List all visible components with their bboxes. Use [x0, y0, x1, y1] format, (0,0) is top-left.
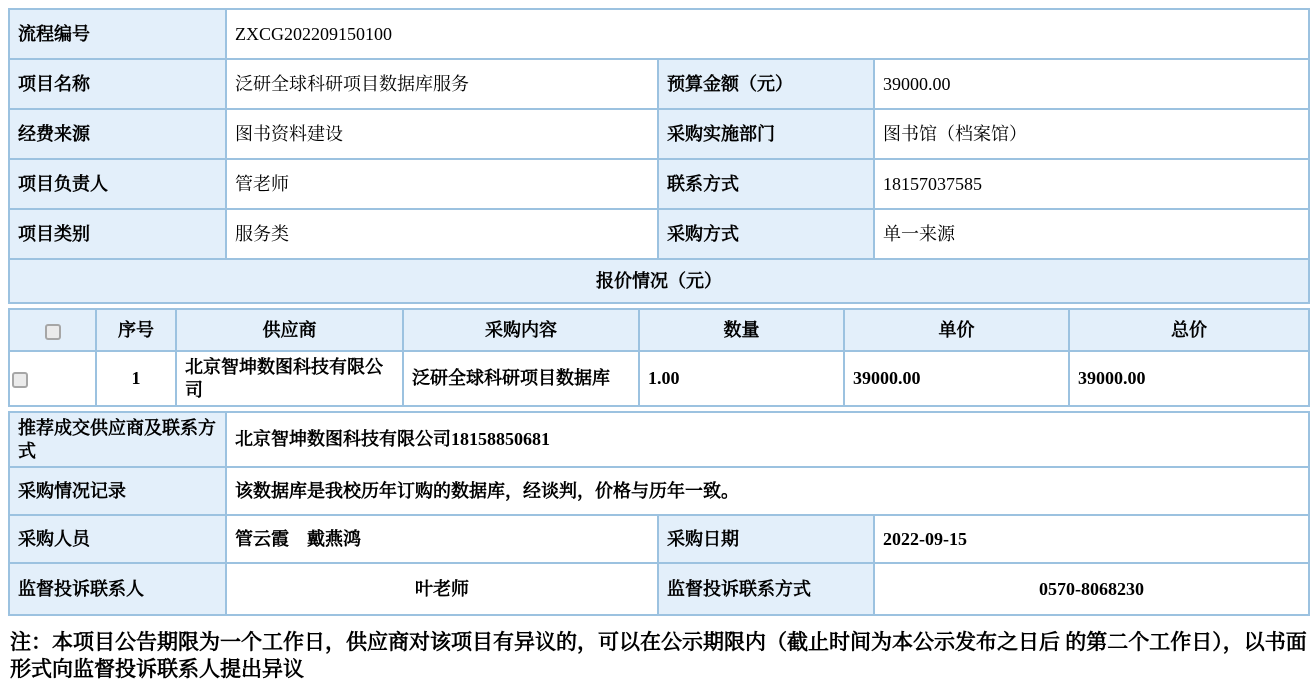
row-funding-source	[9, 109, 1309, 159]
quote-table	[8, 308, 1310, 407]
supervision-contact-value: 叶老师	[226, 563, 658, 615]
quote-total-price: 39000.00	[1069, 351, 1309, 406]
recommended-supplier-label: 推荐成交供应商及联系方式	[9, 412, 226, 467]
procurement-staff-value: 管云霞 戴燕鸿	[226, 515, 658, 563]
funding-source-label: 经费来源	[9, 109, 226, 159]
procurement-method-value: 单一来源	[874, 209, 1309, 259]
recommended-supplier-value: 北京智坤数图科技有限公司18158850681	[226, 412, 1309, 467]
project-category-value: 服务类	[226, 209, 658, 259]
procurement-record-label: 采购情况记录	[9, 467, 226, 515]
quote-header-row	[9, 309, 1309, 351]
process-number-value: ZXCG202209150100	[226, 9, 1309, 59]
row-select-cell	[9, 351, 96, 406]
row-recommended-supplier	[9, 412, 1309, 467]
quote-section-title: 报价情况（元）	[9, 259, 1309, 303]
quote-quantity: 1.00	[639, 351, 844, 406]
contact-value: 18157037585	[874, 159, 1309, 209]
procurement-date-label: 采购日期	[658, 515, 874, 563]
col-header-unit-price: 单价	[844, 309, 1069, 351]
procurement-staff-label: 采购人员	[9, 515, 226, 563]
contact-label: 联系方式	[658, 159, 874, 209]
quote-content: 泛研全球科研项目数据库	[403, 351, 639, 406]
project-name-label: 项目名称	[9, 59, 226, 109]
col-header-total-price: 总价	[1069, 309, 1309, 351]
col-header-quantity: 数量	[639, 309, 844, 351]
row-checkbox[interactable]	[12, 372, 28, 388]
col-header-supplier: 供应商	[176, 309, 403, 351]
row-quote-section-title	[9, 259, 1309, 303]
row-project-category	[9, 209, 1309, 259]
col-header-seq: 序号	[96, 309, 176, 351]
project-leader-label: 项目负责人	[9, 159, 226, 209]
supervision-phone-value: 0570-8068230	[874, 563, 1309, 615]
budget-label: 预算金额（元）	[658, 59, 874, 109]
quote-seq: 1	[96, 351, 176, 406]
row-process-number	[9, 9, 1309, 59]
project-info-table	[8, 8, 1310, 304]
implementing-department-label: 采购实施部门	[658, 109, 874, 159]
quote-row	[9, 351, 1309, 406]
procurement-record-value: 该数据库是我校历年订购的数据库，经谈判，价格与历年一致。	[226, 467, 1309, 515]
budget-value: 39000.00	[874, 59, 1309, 109]
project-category-label: 项目类别	[9, 209, 226, 259]
quote-unit-price: 39000.00	[844, 351, 1069, 406]
supervision-contact-label: 监督投诉联系人	[9, 563, 226, 615]
col-header-content: 采购内容	[403, 309, 639, 351]
supervision-phone-label: 监督投诉联系方式	[658, 563, 874, 615]
process-number-label: 流程编号	[9, 9, 226, 59]
procurement-method-label: 采购方式	[658, 209, 874, 259]
procurement-date-value: 2022-09-15	[874, 515, 1309, 563]
quote-supplier: 北京智坤数图科技有限公司	[176, 351, 403, 406]
project-name-value: 泛研全球科研项目数据库服务	[226, 59, 658, 109]
select-all-cell	[9, 309, 96, 351]
row-supervision-contact	[9, 563, 1309, 615]
project-leader-value: 管老师	[226, 159, 658, 209]
row-project-leader	[9, 159, 1309, 209]
announcement-note: 注：本项目公告期限为一个工作日，供应商对该项目有异议的，可以在公示期限内（截止时间为本公示发布之日后 的第二个工作日），以书面形式向监督投诉联系人提出异议	[10, 630, 1307, 682]
row-procurement-staff	[9, 515, 1309, 563]
row-project-name	[9, 59, 1309, 109]
result-info-table	[8, 411, 1310, 616]
row-procurement-record	[9, 467, 1309, 515]
select-all-checkbox[interactable]	[45, 324, 61, 340]
funding-source-value: 图书资料建设	[226, 109, 658, 159]
implementing-department-value: 图书馆（档案馆）	[874, 109, 1309, 159]
